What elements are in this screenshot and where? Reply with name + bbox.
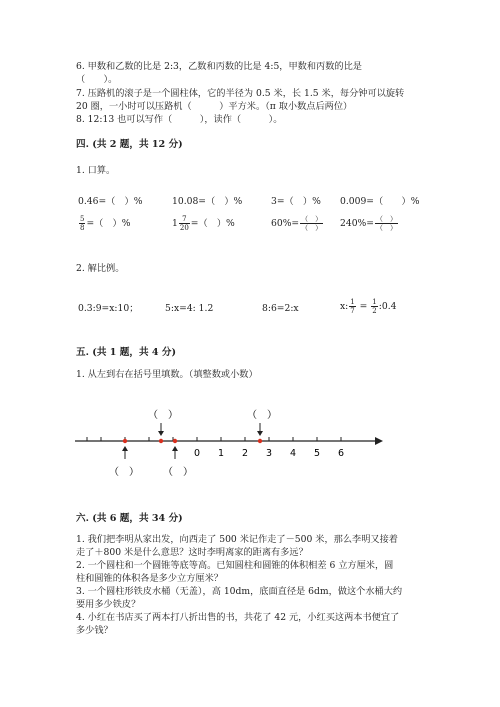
section-6-heading: 六. (共 6 题，共 34 分) xyxy=(76,513,183,524)
calc-r2c2: 1 $\frac{7}{20}$ =（ ）% xyxy=(172,215,235,232)
question-7-line1: 7. 压路机的滚子是一个圆柱体，它的半径为 0.5 米，长 1.5 米，每分钟可以旋转 xyxy=(76,88,405,99)
fraction: $\frac{1}{7}$ xyxy=(350,298,355,315)
s6-line-8: 多少钱？ xyxy=(76,625,113,636)
proportion-4: x: $\frac{1}{7}$ = $\frac{1}{2}$ :0.4 xyxy=(340,298,397,315)
calc-r1c3: 3=（ ）% xyxy=(271,196,321,207)
svg-text:0: 0 xyxy=(193,448,201,459)
s6-line-1: 1. 我们把李明从家出发，向西走了 500 米记作走了－500 米，那么李明又接着 xyxy=(76,534,398,545)
svg-text:6: 6 xyxy=(337,448,345,459)
question-7-line2: 20 圈，一小时可以压路机（ ）平方米。（π 取小数点后两位） xyxy=(76,101,353,112)
fraction: $\frac{( )}{( )}$ xyxy=(301,215,323,232)
fraction: $\frac{1}{2}$ xyxy=(372,298,377,315)
arrow-up-icon xyxy=(122,446,128,459)
calc-r2c3: 60%= $\frac{( )}{( )}$ xyxy=(271,215,323,232)
fraction: $\frac{( )}{( )}$ xyxy=(375,215,397,232)
question-6: 6. 甲数和乙数的比是 2:3，乙数和丙数的比是 4:5，甲数和丙数的比是 xyxy=(76,61,362,72)
s6-line-7: 4. 小红在书店买了两本打八折出售的书，共花了 42 元，小红买这两本书便宜了 xyxy=(76,612,400,623)
bracket-top-2: （ ） xyxy=(247,410,277,421)
bracket-bottom-1: （ ） xyxy=(109,467,139,478)
proportion-3: 8:6=2:x xyxy=(262,303,299,314)
fraction: $\frac{7}{20}$ xyxy=(179,215,189,232)
calc-r2c1: $\frac{5}{8}$ =（ ）% xyxy=(80,215,131,232)
svg-text:2: 2 xyxy=(241,448,249,459)
section-4-q2: 2. 解比例。 xyxy=(76,263,125,274)
s6-line-5: 3. 一个圆柱形铁皮水桶（无盖），高 10dm，底面直径是 6dm，做这个水桶大约 xyxy=(76,586,403,597)
section-4-heading: 四. (共 2 题，共 12 分) xyxy=(76,139,183,150)
bracket-bottom-2: （ ） xyxy=(163,467,193,478)
section-4-q1: 1. 口算。 xyxy=(76,165,116,176)
question-6-blank: （ ）。 xyxy=(76,74,118,85)
s6-line-4: 柱和圆锥的体积各是多少立方厘米？ xyxy=(76,573,223,584)
svg-text:5: 5 xyxy=(313,448,321,459)
calc-r2c4: 240%= $\frac{( )}{( )}$ xyxy=(340,215,397,232)
arrow-up-icon xyxy=(172,446,178,459)
number-line xyxy=(70,400,390,490)
number-line-point-1 xyxy=(123,439,127,443)
arrow-down-icon xyxy=(257,423,263,436)
arrow-down-icon xyxy=(158,423,164,436)
bracket-top-1: （ ） xyxy=(148,410,178,421)
section-5-q1: 1. 从左到右在括号里填数。（填整数或小数） xyxy=(76,369,258,380)
s6-line-6: 要用多少铁皮？ xyxy=(76,599,141,610)
number-line-arrowhead xyxy=(375,437,383,445)
number-line-point-2 xyxy=(159,439,163,443)
calc-r1c4: 0.009=（ ）% xyxy=(340,196,420,207)
number-line-point-4 xyxy=(258,439,262,443)
calc-r1c2: 10.08=（ ）% xyxy=(172,196,243,207)
svg-text:3: 3 xyxy=(265,448,273,459)
svg-text:4: 4 xyxy=(289,448,297,459)
svg-text:1: 1 xyxy=(217,448,225,459)
section-5-heading: 五. (共 1 题，共 4 分) xyxy=(76,347,177,358)
proportion-2: 5:x=4: 1.2 xyxy=(165,303,214,314)
s6-line-2: 走了＋800 米是什么意思？这时李明离家的距离有多远？ xyxy=(76,547,308,558)
proportion-1: 0.3:9=x:10； xyxy=(78,303,139,314)
calc-r1c1: 0.46=（ ）% xyxy=(78,196,143,207)
number-line-labels xyxy=(194,448,344,459)
s6-line-3: 2. 一个圆柱和一个圆锥等底等高。已知圆柱和圆锥的体积相差 6 立方厘米，圆 xyxy=(76,560,394,571)
fraction: $\frac{5}{8}$ xyxy=(80,215,85,232)
question-8: 8. 12:13 也可以写作（ ），读作（ ）。 xyxy=(76,114,283,125)
number-line-point-3 xyxy=(173,439,177,443)
